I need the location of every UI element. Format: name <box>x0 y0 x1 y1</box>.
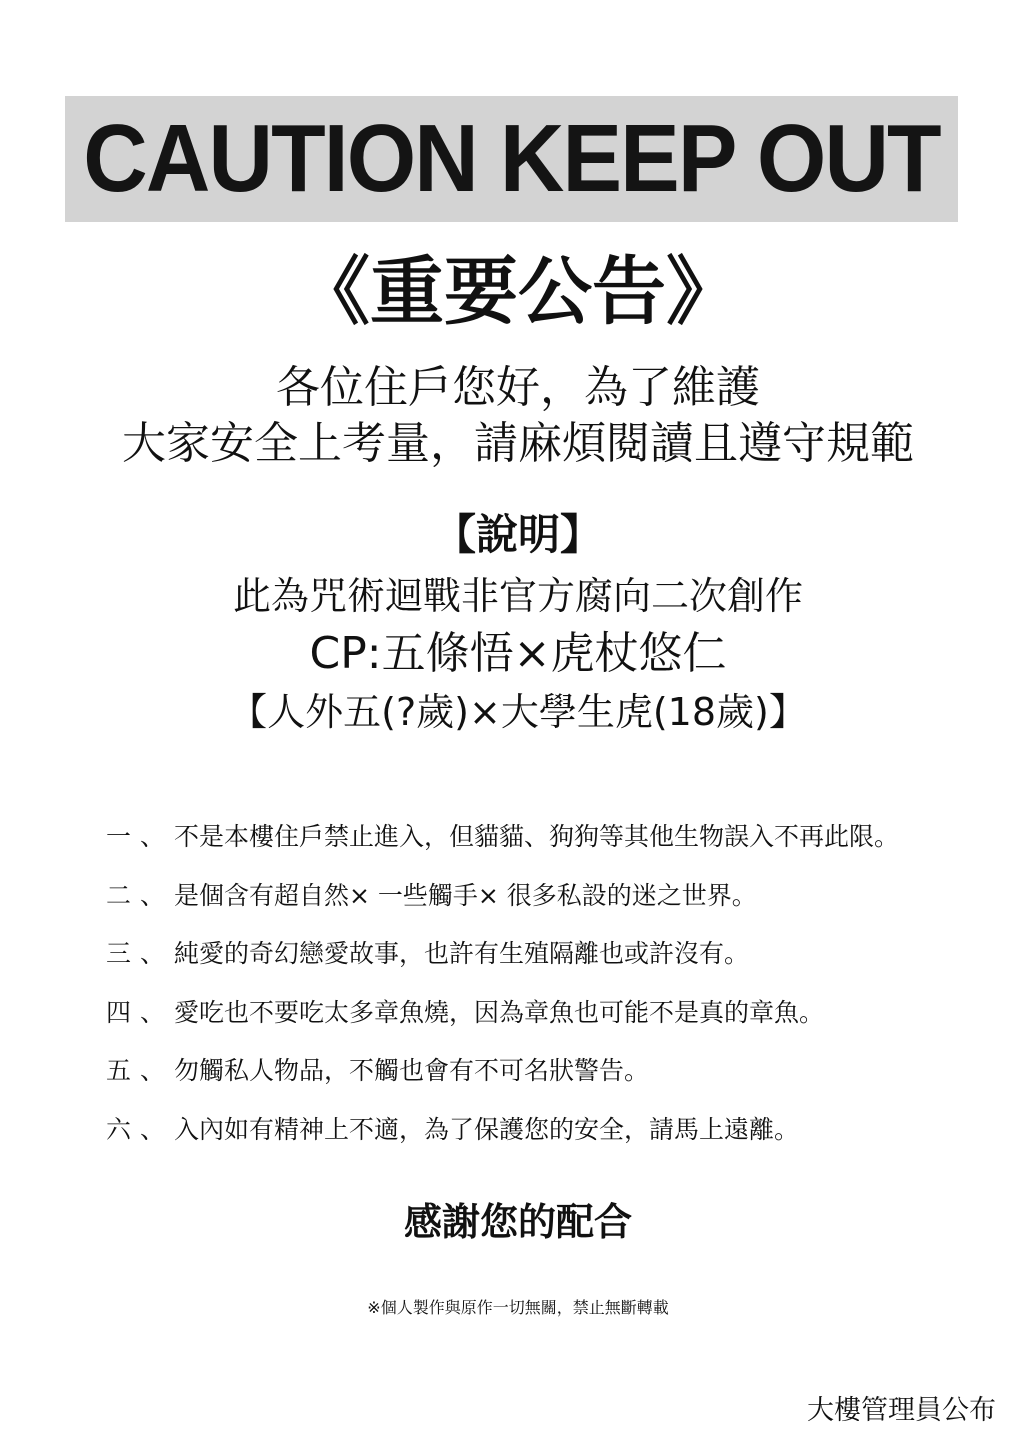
rule-text: 是個含有超自然× 一些觸手× 很多私設的迷之世界。 <box>174 880 757 910</box>
rule-separator: 、 <box>140 822 166 852</box>
rule-separator: 、 <box>140 1056 166 1086</box>
signature: 大樓管理員公布 <box>807 1395 996 1426</box>
rule-item <box>106 1099 1006 1158</box>
rule-separator: 、 <box>140 997 166 1027</box>
description-heading: 【說明】 <box>433 510 602 559</box>
rule-separator: 、 <box>140 880 166 910</box>
rule-item <box>106 806 1006 865</box>
rule-text: 純愛的奇幻戀愛故事，也許有生殖隔離也或許沒有。 <box>174 939 750 969</box>
rule-text: 入內如有精神上不適，為了保護您的安全，請馬上遠離。 <box>174 1114 800 1144</box>
rule-text: 不是本樓住戶禁止進入，但貓貓、狗狗等其他生物誤入不再此限。 <box>174 822 900 852</box>
rule-number: 五 <box>106 1056 132 1086</box>
thanks-message: 感謝您的配合 <box>403 1200 632 1244</box>
rule-item <box>106 865 1006 924</box>
description-line-3: 【人外五(?歲)×大學生虎(18歲)】 <box>229 690 807 734</box>
rules-list <box>106 806 1006 1157</box>
description-line-2: CP:五條悟×虎杖悠仁 <box>309 628 727 679</box>
rule-separator: 、 <box>140 1114 166 1144</box>
caution-banner <box>65 96 958 222</box>
copyright-footnote: ※個人製作與原作一切無關，禁止無斷轉載 <box>367 1298 669 1317</box>
greeting-line-2: 大家安全上考量，請麻煩閱讀且遵守規範 <box>122 418 914 469</box>
rule-number: 六 <box>106 1114 132 1144</box>
rule-separator: 、 <box>140 939 166 969</box>
description-line-1: 此為咒術迴戰非官方腐向二次創作 <box>232 574 803 618</box>
rule-number: 四 <box>106 997 132 1027</box>
rule-number: 三 <box>106 939 132 969</box>
rule-item <box>106 1040 1006 1099</box>
rule-text: 勿觸私人物品，不觸也會有不可名狀警告。 <box>174 1056 650 1086</box>
rule-item <box>106 982 1006 1041</box>
notice-title: 《重要公告》 <box>296 249 740 335</box>
rule-number: 一 <box>106 822 132 852</box>
rule-item <box>106 923 1006 982</box>
greeting-line-1: 各位住戶您好，為了維護 <box>276 362 760 413</box>
rule-text: 愛吃也不要吃太多章魚燒，因為章魚也可能不是真的章魚。 <box>174 997 825 1027</box>
caution-banner-text: CAUTION KEEP OUT <box>83 105 940 212</box>
rule-number: 二 <box>106 880 132 910</box>
